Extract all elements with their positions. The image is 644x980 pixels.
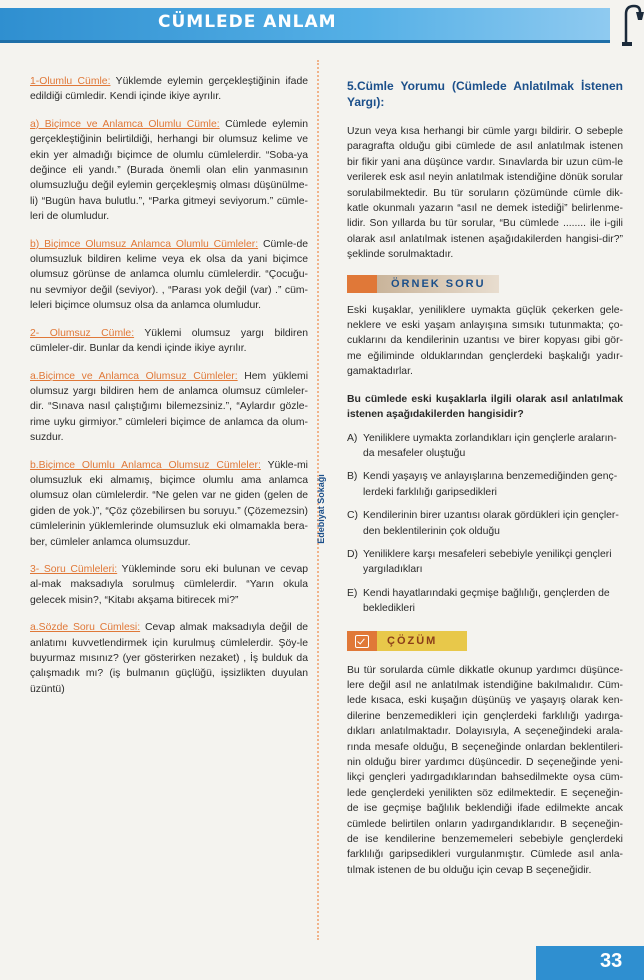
page-number: 33	[600, 950, 623, 972]
intro-paragraph: Uzun veya kısa herhangi bir cümle yargı bildirir. O sebeple paragrafta olduğu gibi cümlede de asıl anlatılmak istenen bir fikir yani ana düşünce vardır. Sınavlarda bir uzun cüm-le verilerek esk asıl neyin anlatılmak istendiğine dönük sorular sorulabilmektedir. Bu tür soruların çözümünde cümle dik-katle okunmalı yazarın “asıl ne demek istediği” belirlenme-lidir. Son yıllarda bu tür sorular, “Bu cümlede ........ ile i-gili olarak asıl anlatılmak istenen aşağıdakilerden hangisi-dir?” şeklinde sorulmaktadır.	[347, 126, 623, 261]
page-header	[0, 0, 644, 48]
question-text: Bu cümlede eski kuşaklarla ilgili olarak asıl anlatılmak istenen aşağıdakilerden hangisidir?	[347, 393, 623, 421]
example-badge-label: ÖRNEK SORU	[391, 277, 486, 290]
paragraph-bicimce-anlamca-olumsuz: a.Biçimce ve Anlamca Olumsuz Cümleler: Hem yüklemi olumsuz yargı bildiren hem de anlamca olumsuz cümleler-dir. “Sınava nasıl çalıştığımı bilemezsiniz.”, “Aylardır gözle-rime uyku girmiyor.” cümleleri biçimce de anlamca da olum-suzdur.	[30, 370, 309, 444]
right-column	[347, 74, 623, 890]
option-c: C) Kendilerinin birer uzantısı olarak gördükleri için gençler-den beklentilerinin çok olduğu	[347, 510, 619, 537]
example-text: Eski kuşaklar, yeniliklere uymakta güçlük çekerken gele-neklere ve eski yaşam anlayışına sımsıkı tutunmakta; ço-cuklarını da kendilerinin uzantısı ve birer kopyası gibi gör-me eğiliminde olduklarından gençlerdeki başkalığı yadır-gamaktadırlar.	[347, 304, 623, 378]
checkbox-icon	[355, 635, 369, 648]
solution-badge-label: ÇÖZÜM	[387, 634, 438, 647]
paragraph-soru-cumleleri: 3- Soru Cümleleri: Yükleminde soru eki bulunan ve cevap al-mak maksadıyla sorulmuş cümlelerdir. “Yarın okula gelecek misin?, “Kitabı akşama bitirecek mi?”	[30, 563, 309, 606]
paragraph-olumlu-cumle: 1-Olumlu Cümle: Yüklemde eylemin gerçekleştiğinin ifade edildiği cümledir. Kendi içinde ikiye ayrılır.	[30, 76, 308, 103]
paragraph-bicimce-olumsuz-anlamca-olumlu: b) Biçimce Olumsuz Anlamca Olumlu Cümleler: Cümle-de olumsuzluk bildiren kelime veya ek olsa da yani biçimce olumsuz görünse de anlamca olumlu cümlelerdir. “Çocuğu-nu sevmiyor değil (seviyor). , “Parası yok değil (var) .” cüm-leleri biçimce olumsuz olsa da anlamca olumludur.	[30, 238, 309, 312]
option-a: A) Yeniliklere uymakta zorlandıkları için gençlerle araların-da mesafeler oluştuğu	[347, 432, 617, 459]
option-d: D) Yeniliklere karşı mesafeleri sebebiyle yenilikçi gençleri yargıladıkları	[347, 548, 612, 576]
paragraph-bicimce-anlamca-olumlu: a) Biçimce ve Anlamca Olumlu Cümle: Cümlede eylemin gerçekleştiğinin belirtildiği, herhangi bir olumsuz kelime ve ekin yer almadığı biçimce de olumlu cümlelerdir. “Soba-ya değince eli yandı.” (Burada önemli olan elin yanmasının olumsuzluğu değil eylemin gerçekleşmiş olması düşünülme-li) “Bugün hava bulutlu.”, “Parka gitmeyi seviyorum.” cümle-leri de olumludur.	[30, 118, 308, 223]
left-column	[30, 74, 308, 709]
option-e: E) Kendi hayatlarındaki geçmişe bağlılığı, gençlerden de bekledikleri	[347, 587, 610, 615]
paragraph-sozde-soru: a.Sözde Soru Cümlesi: Cevap almak maksadıyla değil de anlatımı kuvvetlendirmek için kurulmuş cümlelerdir. Şöy-le buyurmaz mısınız? (yer gösterirken nezaket) , İş bulduk da çalışmadık mı? (iş bulmanın güçlüğü, işsizlikten duyulan üzüntü)	[30, 622, 309, 695]
page-number-bar	[536, 946, 644, 980]
page-title: CÜMLEDE ANLAM	[158, 12, 337, 32]
paragraph-olumsuz-cumle: 2- Olumsuz Cümle: Yüklemi olumsuz yargı bildiren cümleler-dir. Bunlar da kendi içinde ikiye ayrılır.	[30, 327, 308, 355]
solution-text: Bu tür sorularda cümle dikkatle okunup yardımcı düşünce-lere değil asıl ne anlatılmak istendiğine bakılmalıdır. Cüm-lede kısaca, eski kuşağın düşünüş ve yaşayış olarak ken-dilerine benzemedikleri için gençlerdeki farklılığı yadırga-dıkları anlatılmaktadır. Dolayısıyla, A seçeneğindeki arala-rında mesafe olduğu, B seçeneğinde onlardan beklentileri-nin olduğu birer yardımcı düşüncedir. D seçeneğinde yeni-likçi gençleri yadırgadıklarından bahsedilmekte oysa cüm-lede gençlerdeki yenilikten söz edilmektedir. E seçeneğin-de ise geçmişe bağlılık beklendiği ifade edilmekte ancak cümlede belirtilen onların yadırgandıklarıdır. B seçeneğin-de ise kendilerine benzememeleri sebebiyle gençlerdeki farklılığı garipsedikleri vurgulanmıştır. Cümlede asıl anla-tılmak istenen de bu olduğu için cevap B seçeneğidir.	[347, 664, 623, 876]
paragraph-bicimce-olumlu-anlamca-olumsuz: b.Biçimce Olumlu Anlamca Olumsuz Cümleler: Yükle-mi olumsuzluk eki almamış, biçimce olumlu ama anlamca olumsuz olan cümlelerdir. “Ne gelen var ne giden (gelen de giden de yok.)”, “Çöz çözebilirsen bu soruyu.” (Çözemezsin) cümlelerinin yüklemlerinde olumsuzluk eki olmamakla bera-ber, cümleler anlamca olumsuzdur.	[30, 459, 308, 548]
street-lamp-icon	[612, 0, 644, 48]
option-b: B) Kendi yaşayış ve anlayışlarına benzemediğinden genç-lerdeki farklılığı garipsedikleri	[347, 471, 618, 498]
example-question-badge	[347, 275, 623, 293]
section-heading: 5.Cümle Yorumu (Cümlede Anlatılmak İstenen Yargı):	[347, 79, 623, 109]
side-label: Edebiyat Sokağı	[315, 474, 326, 544]
solution-badge	[347, 631, 623, 651]
